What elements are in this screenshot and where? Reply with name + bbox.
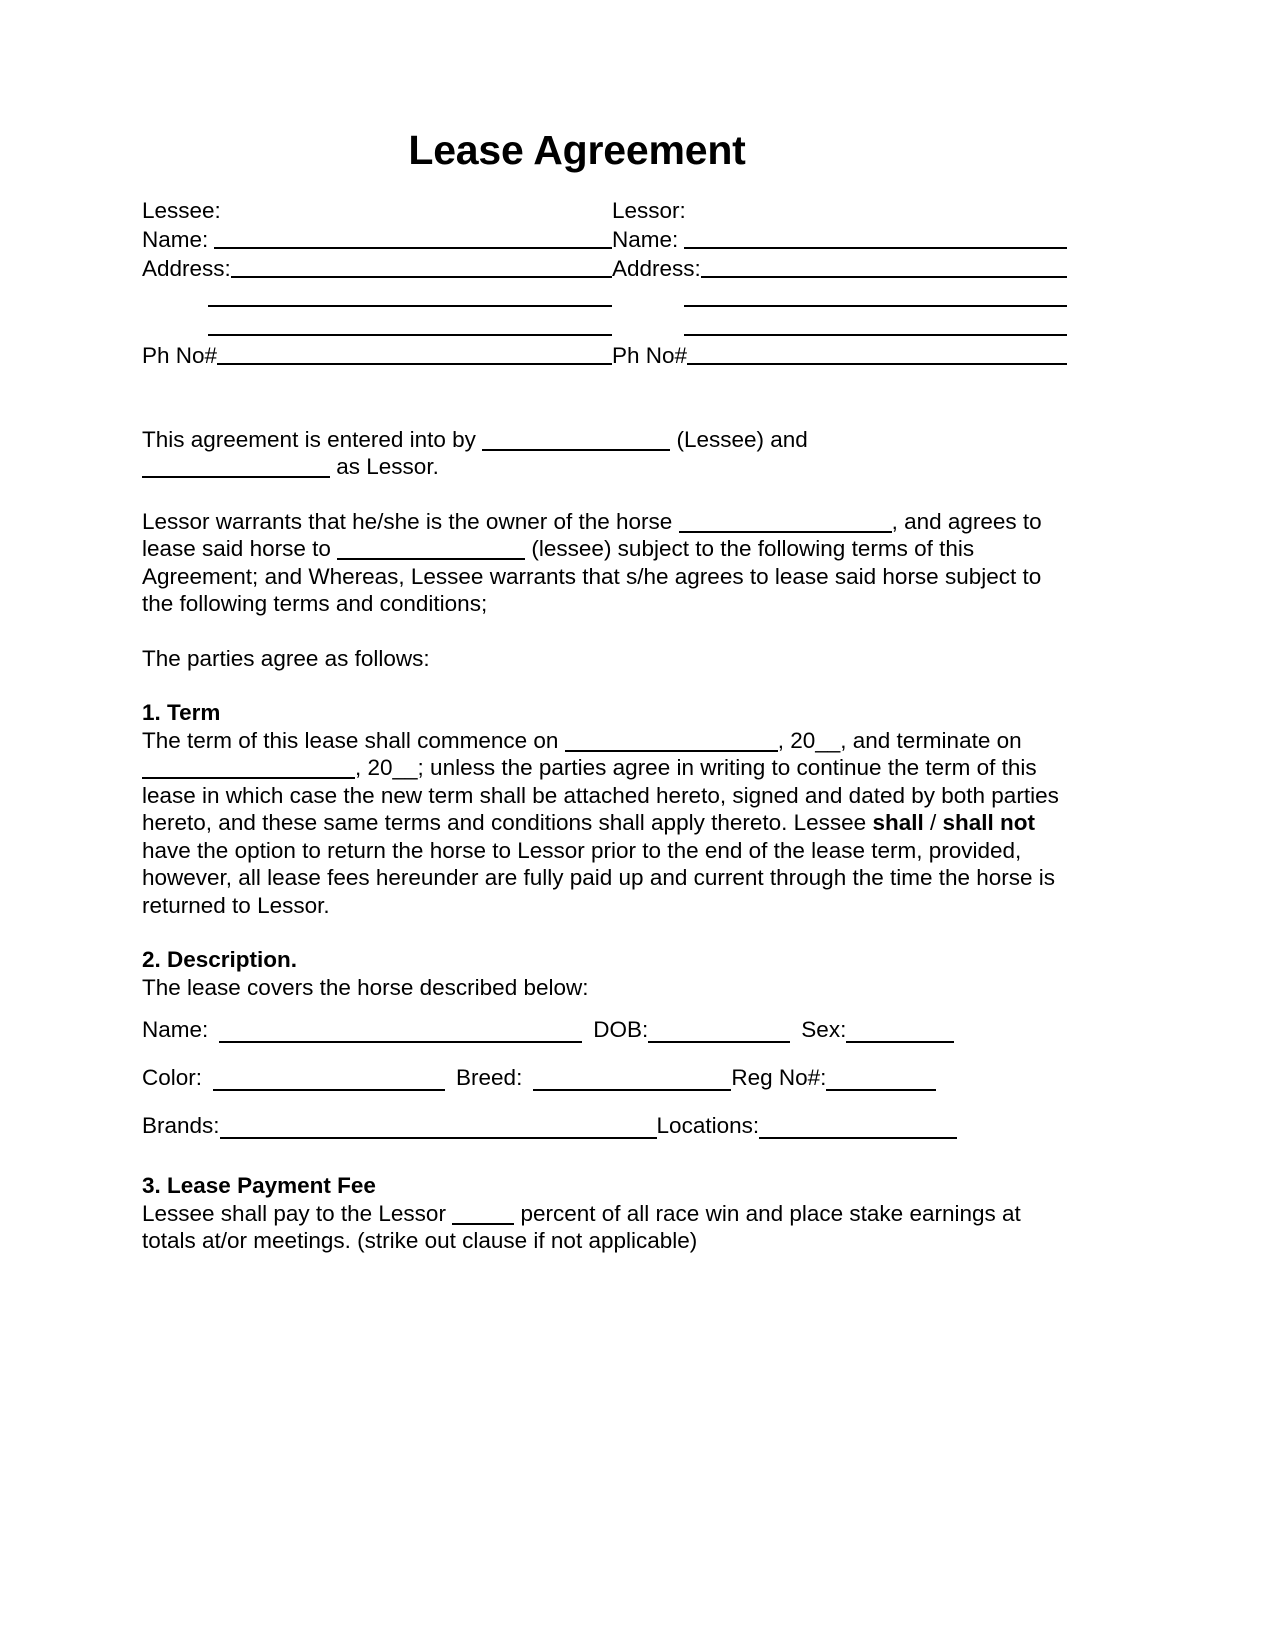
- intro-text-pre: This agreement is entered into by: [142, 426, 476, 452]
- lessor-address-row: [612, 254, 1067, 283]
- spacer-block: [142, 1145, 1067, 1172]
- spacer-block: [142, 1001, 1067, 1015]
- horse-color-label: Color:: [142, 1065, 203, 1091]
- lessee-phone-row: [142, 341, 612, 370]
- lessor-name-row: [612, 225, 1067, 254]
- term-option-separator: /: [923, 810, 943, 836]
- lessee-heading: Lessee:: [142, 197, 221, 223]
- horse-reg-label: Reg No#:: [731, 1065, 827, 1091]
- spacer-block: [142, 370, 1067, 426]
- lessor-address-input-line-2[interactable]: [684, 305, 1067, 307]
- term-terminate-date-blank[interactable]: [142, 761, 355, 779]
- horse-name-input-line[interactable]: [219, 1041, 582, 1043]
- lessee-address-row: [142, 254, 612, 283]
- spacer-block: [142, 672, 1067, 699]
- intro-lessor-blank[interactable]: [142, 460, 330, 478]
- horse-locations-label: Locations:: [656, 1113, 760, 1139]
- lessee-address-input-line-1[interactable]: [231, 276, 612, 278]
- term-option-shall[interactable]: shall: [872, 810, 924, 836]
- term-option-shall-not[interactable]: shall not: [942, 810, 1035, 836]
- horse-locations-input-line[interactable]: [759, 1137, 957, 1139]
- fee-text-b: percent of all race win and place stake earnings at totals at/or meetings. (strike out clause if not applicable): [142, 1200, 1021, 1254]
- lessee-heading-row: [142, 196, 612, 225]
- lessee-address-label: Address:: [142, 255, 231, 281]
- lessor-column: [612, 196, 1067, 370]
- horse-brands-input-line[interactable]: [220, 1137, 657, 1139]
- lessor-address-row-2: [612, 283, 1067, 312]
- warranty-text-1: Lessor warrants that he/she is the owner of the horse: [142, 508, 673, 534]
- lessee-column: [142, 196, 612, 370]
- spacer-block: [142, 919, 1067, 946]
- parties-agree-line: The parties agree as follows:: [142, 645, 430, 671]
- fee-text-a: Lessee shall pay to the Lessor: [142, 1200, 446, 1226]
- horse-color-input-line[interactable]: [213, 1089, 445, 1091]
- spacer-block: [142, 481, 1067, 508]
- horse-breed-input-line[interactable]: [533, 1089, 731, 1091]
- lessee-name-label: Name:: [142, 226, 209, 252]
- term-text-c: , 20__; unless the parties agree in writing to continue the term of this lease in which case the new term shall be attached hereto, signed and dated by both parties hereto, and these same terms and conditions shall apply thereto. Lessee: [142, 755, 1059, 836]
- warranty-text-3: (lessee) subject to the following terms of this Agreement; and Whereas, Lessee warrants that s/he agrees to lease said horse subject to the following terms and conditions;: [142, 536, 1042, 617]
- warranty-lessee-blank[interactable]: [337, 542, 525, 560]
- horse-color-breed-reg-row: [142, 1063, 1067, 1097]
- lessor-name-label: Name:: [612, 226, 679, 252]
- horse-dob-label: DOB:: [593, 1017, 649, 1043]
- intro-text-lessor: as Lessor.: [336, 454, 439, 480]
- lessor-address-label: Address:: [612, 255, 701, 281]
- section-1-body: [142, 727, 1067, 920]
- horse-name-dob-sex-row: [142, 1015, 1067, 1049]
- horse-dob-input-line[interactable]: [648, 1041, 790, 1043]
- intro-text-post: (Lessee) and: [676, 426, 808, 452]
- lessee-address-input-line-3[interactable]: [208, 334, 612, 336]
- parties-header: [142, 196, 1067, 370]
- horse-brands-locations-row: [142, 1111, 1067, 1145]
- page-title: Lease Agreement: [408, 127, 746, 173]
- horse-breed-label: Breed:: [456, 1065, 523, 1091]
- intro-paragraph: [142, 426, 1067, 481]
- section-3-heading: 3. Lease Payment Fee: [142, 1173, 376, 1199]
- horse-sex-label: Sex:: [801, 1017, 847, 1043]
- document-body: [142, 128, 1067, 1255]
- section-2-intro: The lease covers the horse described below:: [142, 974, 589, 1000]
- term-text-b: , 20__, and terminate on: [777, 727, 1022, 753]
- lessor-phone-input-line[interactable]: [687, 363, 1067, 365]
- lessor-phone-row: [612, 341, 1067, 370]
- section-1-heading: 1. Term: [142, 700, 221, 726]
- lessee-name-input-line[interactable]: [214, 247, 612, 249]
- warranty-paragraph: [142, 508, 1067, 618]
- term-commence-date-blank[interactable]: [565, 734, 778, 752]
- lessor-address-row-3: [612, 312, 1067, 341]
- spacer-block: [142, 1049, 1067, 1063]
- horse-name-label: Name:: [142, 1017, 209, 1043]
- section-3-body: [142, 1200, 1067, 1255]
- lessee-phone-label: Ph No#: [142, 342, 218, 368]
- lessor-name-input-line[interactable]: [684, 247, 1067, 249]
- lessor-heading-row: [612, 196, 1067, 225]
- term-text-d: have the option to return the horse to Lessor prior to the end of the lease term, provided, however, all lease fees hereunder are fully paid up and current through the time the horse is returned to Lessor.: [142, 837, 1056, 918]
- lessee-address-row-2: [142, 283, 612, 312]
- lessor-heading: Lessor:: [612, 197, 686, 223]
- fee-percent-blank[interactable]: [452, 1207, 514, 1225]
- section-2-heading: 2. Description.: [142, 947, 298, 973]
- spacer-block: [142, 1097, 1067, 1111]
- lessor-phone-label: Ph No#: [612, 342, 688, 368]
- lessor-address-input-line-1[interactable]: [701, 276, 1067, 278]
- horse-sex-input-line[interactable]: [846, 1041, 954, 1043]
- warranty-horse-blank[interactable]: [679, 515, 892, 533]
- intro-lessee-blank[interactable]: [482, 433, 670, 451]
- lessee-name-row: [142, 225, 612, 254]
- term-text-a: The term of this lease shall commence on: [142, 727, 559, 753]
- spacer-block: [142, 618, 1067, 645]
- warranty-text-2: , and agrees to lease said horse to: [142, 508, 1042, 562]
- lessee-address-row-3: [142, 312, 612, 341]
- lessor-address-input-line-3[interactable]: [684, 334, 1067, 336]
- horse-reg-input-line[interactable]: [826, 1089, 936, 1091]
- horse-brands-label: Brands:: [142, 1113, 220, 1139]
- lessee-phone-input-line[interactable]: [217, 363, 612, 365]
- lessee-address-input-line-2[interactable]: [208, 305, 612, 307]
